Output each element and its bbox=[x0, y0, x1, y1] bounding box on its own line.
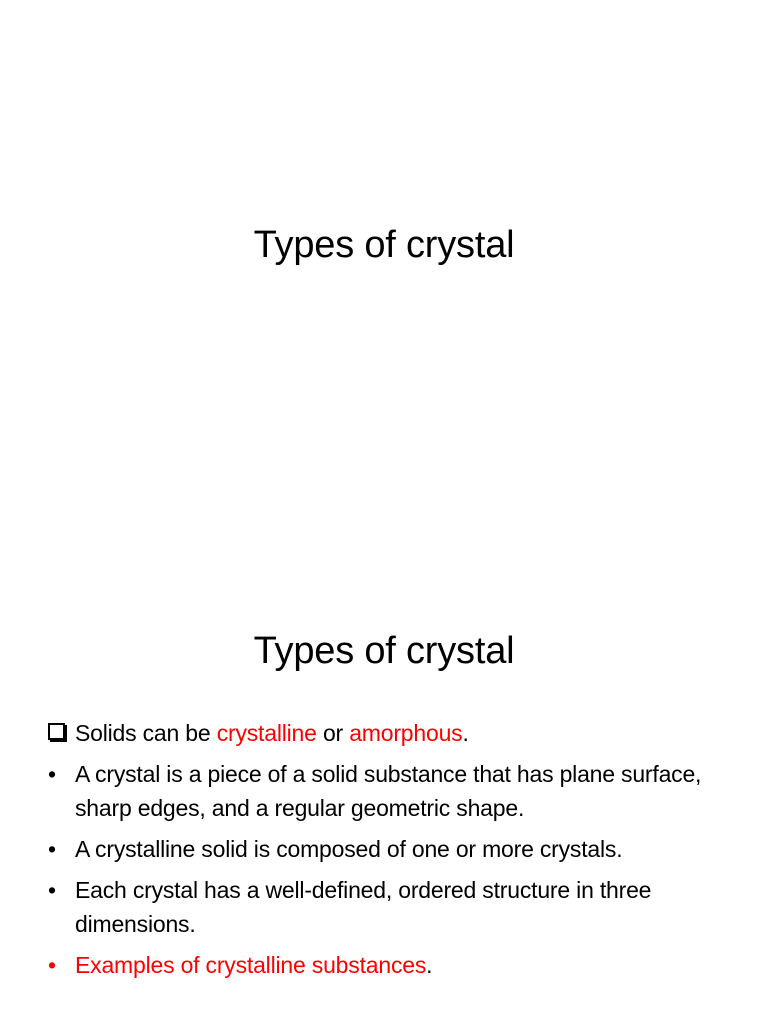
item-text-part: Solids can be bbox=[75, 720, 217, 746]
slide-1-title: Types of crystal bbox=[253, 224, 515, 266]
list-item: • Examples of crystalline substances. bbox=[48, 952, 433, 978]
item-text-part: . bbox=[426, 952, 433, 978]
slide-2-content bbox=[44, 716, 744, 982]
list-item: • A crystalline solid is composed of one or more crystals. bbox=[48, 836, 623, 862]
list-item: • Each crystal has a well-defined, ordered structure in three dimensions. bbox=[48, 877, 652, 937]
slide-2-title: Types of crystal bbox=[253, 630, 515, 672]
list-item bbox=[44, 716, 744, 750]
item-text-part: . bbox=[462, 720, 469, 746]
bullet-text: Each crystal has a well-defined, ordered structure in three dimensions. bbox=[75, 877, 652, 937]
bullet-text: A crystalline solid is composed of one or more crystals. bbox=[75, 836, 623, 862]
item-text-part: or bbox=[316, 720, 350, 746]
highlight-amorphous: amorphous bbox=[349, 720, 463, 746]
highlight-crystalline: crystalline bbox=[216, 720, 317, 746]
bullet-text: A crystal is a piece of a solid substance that has plane surface, sharp edges, and a regular geometric shape. bbox=[75, 761, 702, 821]
list-item: • A crystal is a piece of a solid substance that has plane surface, sharp edges, and a regular geometric shape. bbox=[48, 761, 702, 821]
highlight-examples: Examples of crystalline substances bbox=[75, 952, 427, 978]
